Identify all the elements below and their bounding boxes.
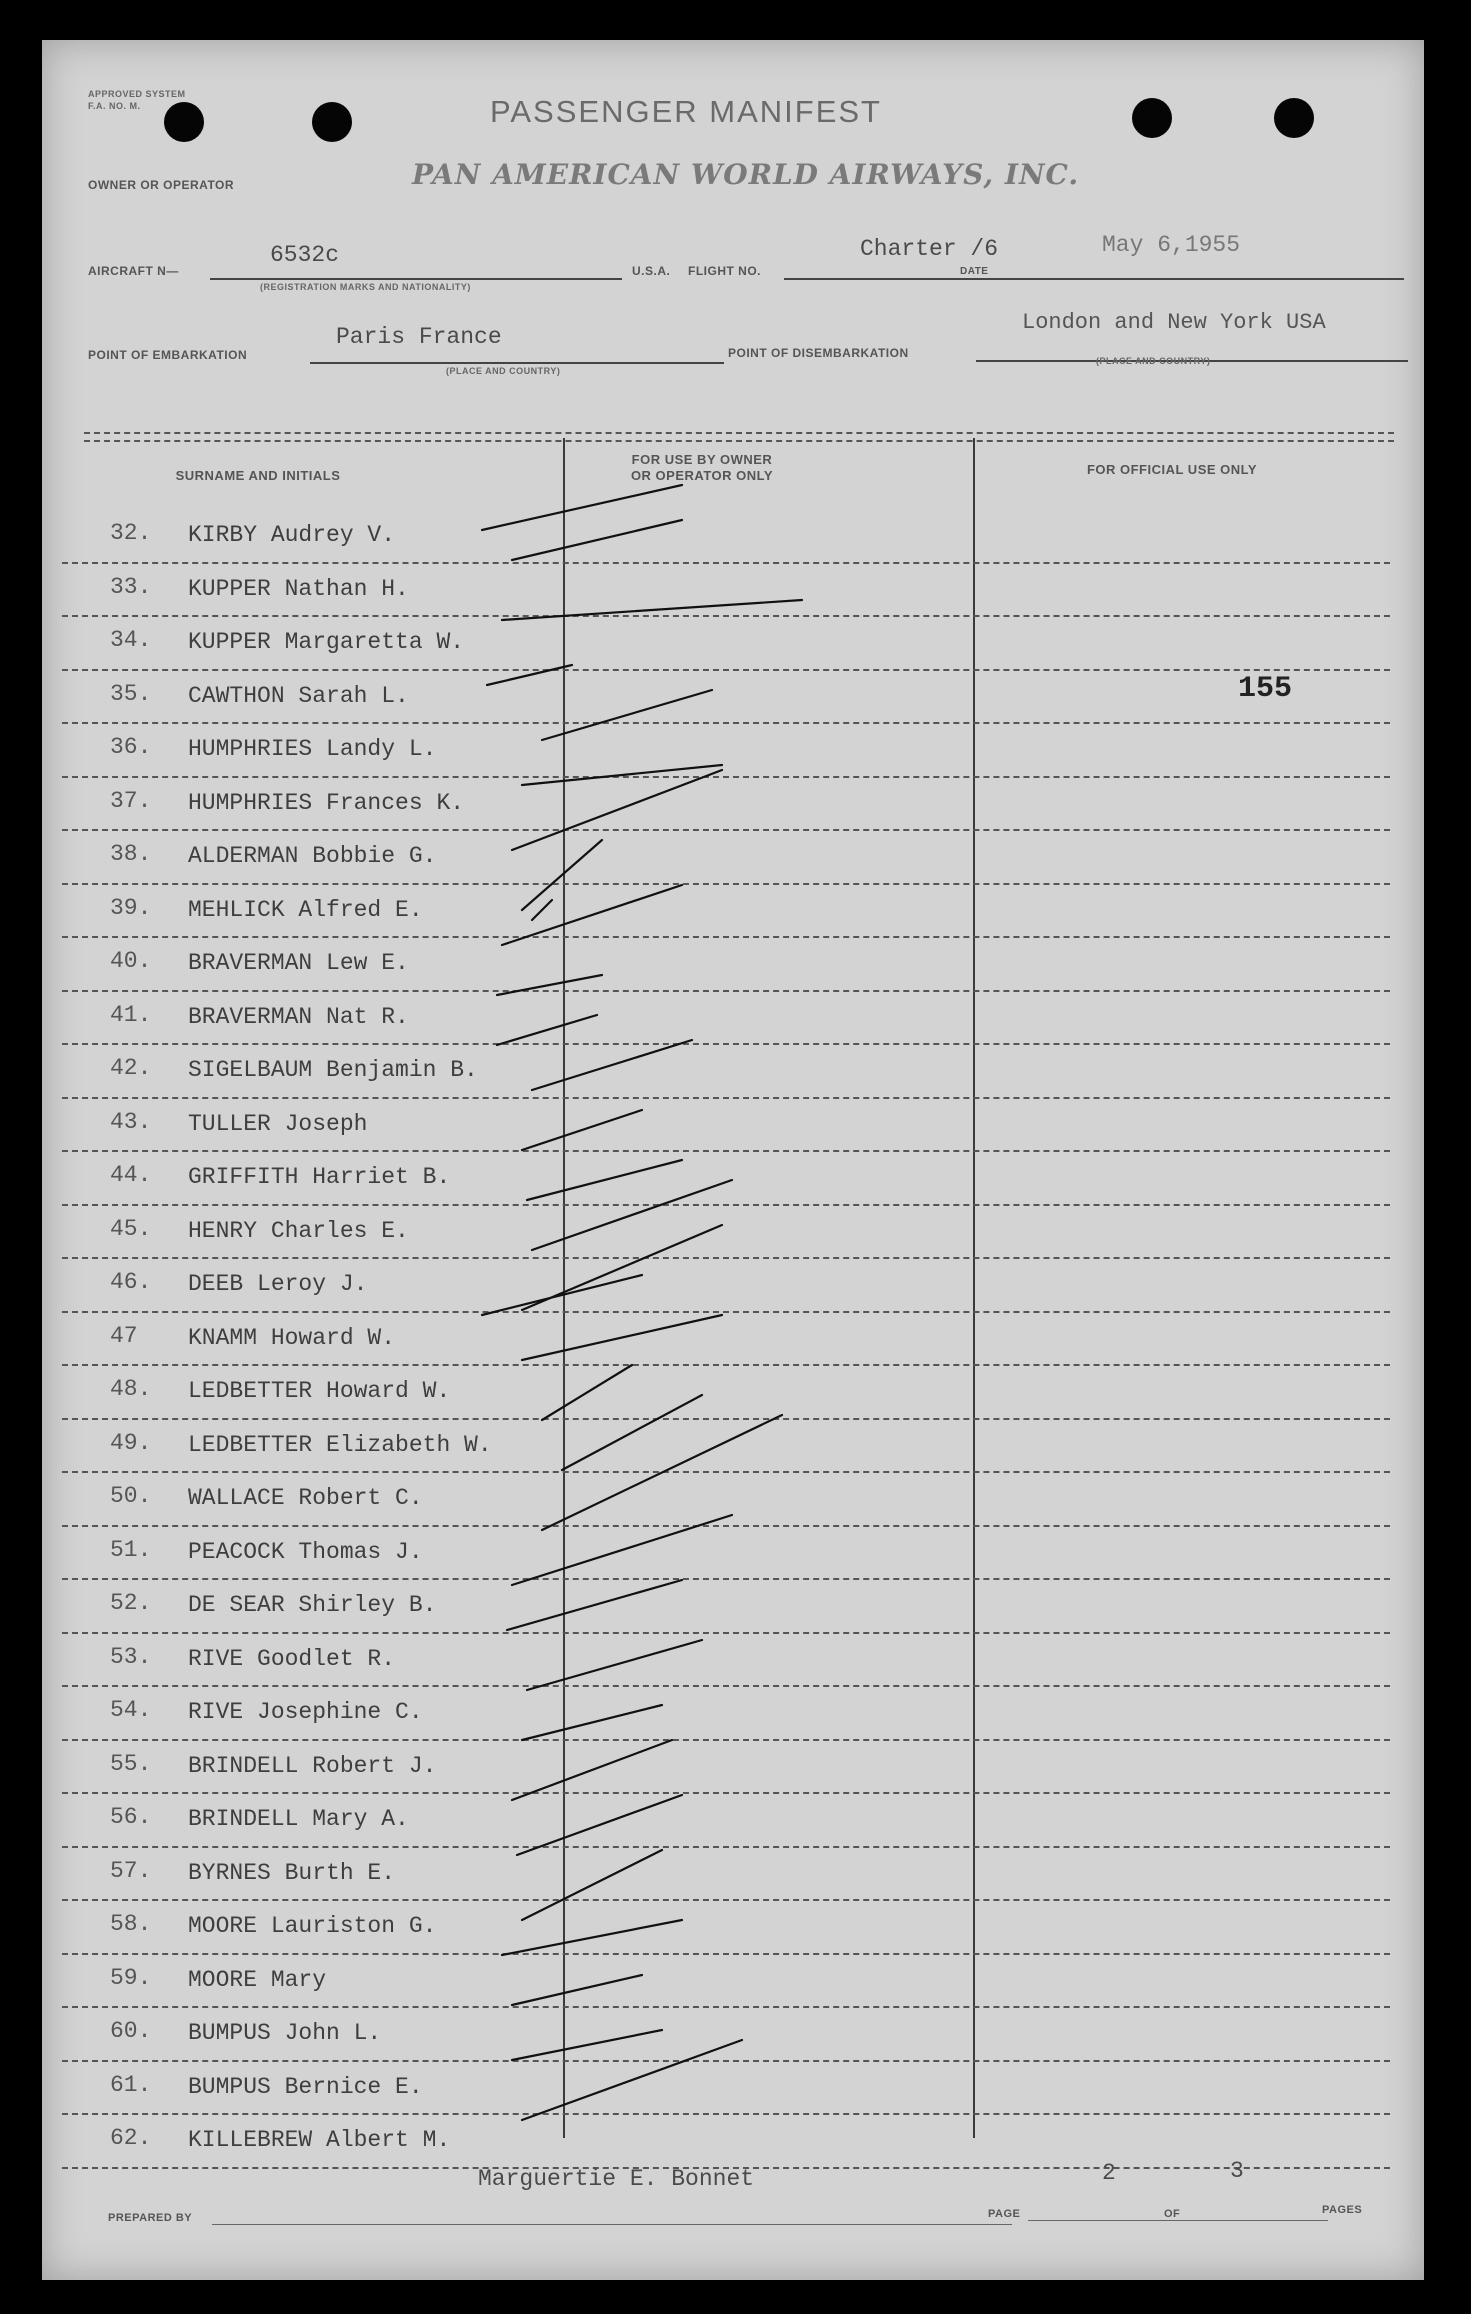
check-mark <box>532 1040 692 1090</box>
passenger-name: HUMPHRIES Landy L. <box>188 736 437 762</box>
check-mark <box>532 900 552 920</box>
passenger-name: RIVE Goodlet R. <box>188 1645 396 1672</box>
date-value: May 6,1955 <box>1102 232 1241 258</box>
col-official-header: FOR OFFICIAL USE ONLY <box>1086 462 1258 477</box>
row-number: 44. <box>110 1162 152 1188</box>
passenger-name: KUPPER Nathan H. <box>188 575 409 602</box>
passenger-name: RIVE Josephine C. <box>188 1699 423 1725</box>
passenger-name: BRAVERMAN Nat R. <box>188 1003 409 1030</box>
passenger-name: SIGELBAUM Benjamin B. <box>188 1057 478 1083</box>
check-mark <box>522 1110 642 1150</box>
page-value: 2 <box>1102 2160 1116 2186</box>
check-mark <box>562 1395 702 1470</box>
row-number: 58. <box>110 1911 152 1937</box>
passenger-name: MOORE Mary <box>188 1966 327 1993</box>
row-number: 50. <box>110 1483 152 1509</box>
passenger-name: WALLACE Robert C. <box>188 1485 423 1511</box>
row-number: 34. <box>110 627 152 653</box>
passenger-name: KUPPER Margaretta W. <box>188 629 465 655</box>
row-number: 61. <box>110 2071 152 2098</box>
row-number: 54. <box>110 1697 152 1723</box>
page-label: PAGE <box>988 2208 1021 2220</box>
passenger-name: BUMPUS Bernice E. <box>188 2073 423 2100</box>
col-owner-header-line2: OR OPERATOR ONLY <box>630 468 774 483</box>
row-number: 59. <box>110 1964 152 1991</box>
row-number: 51. <box>110 1536 152 1563</box>
passenger-name: HUMPHRIES Frances K. <box>188 789 465 816</box>
airline-name: PAN AMERICAN WORLD AIRWAYS, INC. <box>412 158 1080 191</box>
passenger-name: TULLER Joseph <box>188 1110 368 1137</box>
passenger-name: ALDERMAN Bobbie G. <box>188 843 437 869</box>
check-mark <box>542 690 712 740</box>
passenger-name: LEDBETTER Howard W. <box>188 1378 451 1404</box>
date-label: DATE <box>960 266 989 277</box>
passenger-name: GRIFFITH Harriet B. <box>188 1164 451 1190</box>
row-number: 47 <box>110 1322 138 1349</box>
check-mark <box>497 975 602 995</box>
check-mark <box>512 1975 642 2005</box>
check-mark <box>542 1365 632 1420</box>
check-mark <box>522 840 602 910</box>
row-number: 39. <box>110 894 152 921</box>
row-number: 46. <box>110 1269 152 1295</box>
check-mark <box>517 1795 682 1855</box>
passenger-name: BRAVERMAN Lew E. <box>188 950 409 976</box>
row-number: 40. <box>110 948 152 974</box>
check-mark <box>497 1015 597 1045</box>
row-number: 62. <box>110 2125 152 2151</box>
row-number: 35. <box>110 680 152 707</box>
usa-label: U.S.A. <box>632 264 671 278</box>
row-number: 43. <box>110 1108 152 1135</box>
passenger-name: KNAMM Howard W. <box>188 1324 396 1351</box>
passenger-name: BYRNES Burth E. <box>188 1859 396 1886</box>
check-mark <box>502 600 802 620</box>
passenger-name: DEEB Leroy J. <box>188 1271 368 1297</box>
row-number: 37. <box>110 787 152 814</box>
approval-stamp: APPROVED SYSTEM F.A. NO. M. <box>88 89 186 111</box>
prepared-value: Marguertie E. Bonnet <box>478 2166 755 2192</box>
passenger-name: MEHLICK Alfred E. <box>188 896 423 923</box>
check-mark <box>502 1920 682 1955</box>
of-value: 3 <box>1230 2158 1244 2184</box>
check-mark <box>542 1415 782 1530</box>
passenger-name: BRINDELL Mary A. <box>188 1806 409 1832</box>
row-number: 42. <box>110 1055 152 1081</box>
check-marks <box>42 40 1424 2280</box>
passenger-name: DE SEAR Shirley B. <box>188 1592 437 1618</box>
row-number: 38. <box>110 841 152 867</box>
row-number: 57. <box>110 1857 152 1884</box>
row-number: 48. <box>110 1376 152 1402</box>
of-label: OF <box>1164 2208 1181 2220</box>
row-number: 56. <box>110 1804 152 1830</box>
check-mark <box>502 885 682 945</box>
passenger-name: BRINDELL Robert J. <box>188 1752 437 1779</box>
check-mark <box>512 1515 732 1585</box>
check-mark <box>507 1580 682 1630</box>
check-mark <box>487 665 572 685</box>
embark-label: POINT OF EMBARKATION <box>88 348 248 362</box>
passenger-name: MOORE Lauriston G. <box>188 1913 437 1939</box>
disembark-caption: (PLACE AND COUNTRY) <box>1096 356 1211 366</box>
row-number: 52. <box>110 1590 152 1616</box>
row-number: 41. <box>110 1001 152 1028</box>
row-number: 53. <box>110 1643 152 1670</box>
check-mark <box>512 520 682 560</box>
passenger-name: KIRBY Audrey V. <box>188 522 396 548</box>
disembark-value: London and New York USA <box>1022 310 1326 335</box>
check-mark <box>522 1315 722 1360</box>
passenger-name: LEDBETTER Elizabeth W. <box>188 1431 492 1458</box>
passenger-name: HENRY Charles E. <box>188 1217 409 1244</box>
owner-label: OWNER OR OPERATOR <box>88 178 235 192</box>
check-mark <box>527 1640 702 1690</box>
manifest-page <box>42 40 1424 2280</box>
check-mark <box>482 485 682 530</box>
check-mark <box>512 1740 672 1800</box>
row-number: 32. <box>110 520 152 546</box>
registration-caption: (REGISTRATION MARKS AND NATIONALITY) <box>260 282 471 292</box>
passenger-name: KILLEBREW Albert M. <box>188 2127 451 2153</box>
disembark-label: POINT OF DISEMBARKATION <box>728 346 909 360</box>
aircraft-value: 6532c <box>270 242 340 268</box>
check-mark <box>522 1850 662 1920</box>
prepared-label: PREPARED BY <box>108 2212 193 2224</box>
flight-value: Charter /6 <box>860 236 999 262</box>
row-number: 45. <box>110 1215 152 1242</box>
prepared-underline <box>212 2224 1012 2225</box>
check-mark <box>512 2030 662 2060</box>
pages-label: PAGES <box>1322 2204 1363 2216</box>
row-number: 60. <box>110 2018 152 2044</box>
embark-value: Paris France <box>336 324 502 350</box>
col-owner-header-line1: FOR USE BY OWNER <box>631 452 773 467</box>
aircraft-label: AIRCRAFT N— <box>88 264 179 278</box>
check-mark <box>482 1275 642 1315</box>
embark-caption: (PLACE AND COUNTRY) <box>446 366 561 376</box>
passenger-name: CAWTHON Sarah L. <box>188 682 409 709</box>
passenger-name: PEACOCK Thomas J. <box>188 1538 423 1565</box>
check-mark <box>527 1160 682 1200</box>
row-number: 55. <box>110 1750 152 1777</box>
row-number: 33. <box>110 573 152 600</box>
passenger-name: BUMPUS John L. <box>188 2020 382 2046</box>
col-surname-header: SURNAME AND INITIALS <box>175 468 341 483</box>
form-title: PASSENGER MANIFEST <box>490 94 882 129</box>
pagination-underline <box>1028 2220 1328 2221</box>
row-number: 49. <box>110 1429 152 1456</box>
flight-label: FLIGHT NO. <box>688 264 761 278</box>
official-note: 155 <box>1238 672 1293 706</box>
check-mark <box>522 1705 662 1740</box>
row-number: 36. <box>110 734 152 760</box>
